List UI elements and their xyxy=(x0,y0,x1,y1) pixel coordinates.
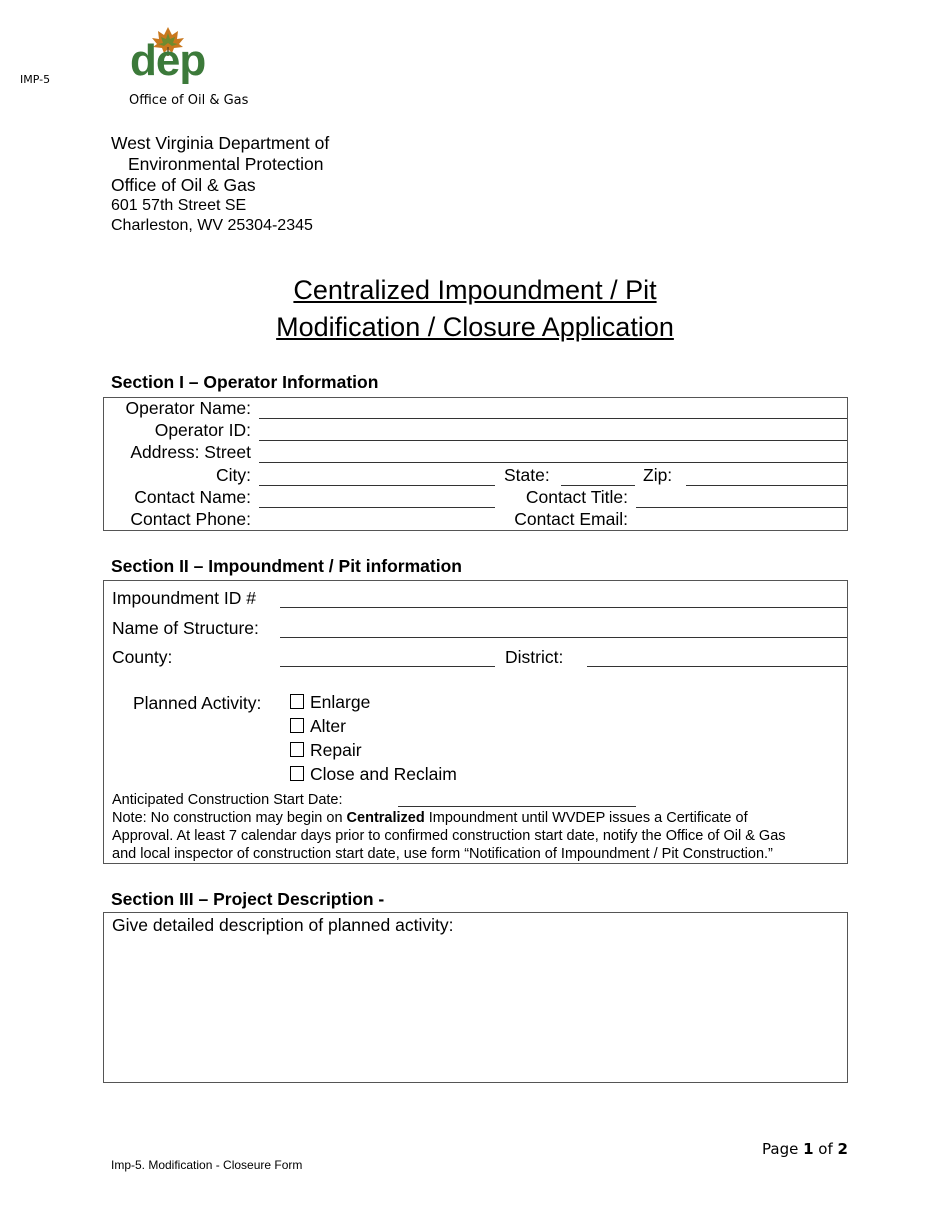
operator-name-field[interactable] xyxy=(259,418,847,419)
structure-name-label: Name of Structure: xyxy=(112,618,259,638)
contact-email-label: Contact Email: xyxy=(514,509,628,529)
address-line: West Virginia Department of xyxy=(111,133,330,153)
checkbox[interactable] xyxy=(290,718,304,733)
district-label: District: xyxy=(505,647,564,667)
title-line: Modification / Closure Application xyxy=(276,312,674,342)
option-label: Repair xyxy=(310,740,362,760)
contact-name-field[interactable] xyxy=(259,507,495,508)
operator-name-label: Operator Name: xyxy=(125,398,251,418)
address-line: 601 57th Street SE xyxy=(111,197,247,214)
operator-id-field[interactable] xyxy=(259,440,847,441)
start-date-label: Anticipated Construction Start Date: xyxy=(112,792,343,808)
activity-option-alter[interactable] xyxy=(290,716,346,737)
operator-id-label: Operator ID: xyxy=(154,420,251,440)
address-street-label: Address: Street xyxy=(130,442,251,462)
page-prefix: Page xyxy=(762,1140,804,1158)
contact-title-label: Contact Title: xyxy=(525,487,628,507)
description-box[interactable] xyxy=(103,912,848,1083)
zip-field[interactable] xyxy=(686,485,847,486)
district-field[interactable] xyxy=(587,666,847,667)
activity-option-close-reclaim[interactable] xyxy=(290,764,457,785)
page-title xyxy=(0,272,950,346)
county-field[interactable] xyxy=(280,666,495,667)
checkbox[interactable] xyxy=(290,742,304,757)
contact-name-label: Contact Name: xyxy=(134,487,251,507)
option-label: Close and Reclaim xyxy=(310,764,457,784)
zip-label: Zip: xyxy=(643,465,673,485)
description-prompt: Give detailed description of planned activity: xyxy=(112,915,454,935)
footer-form-name: Imp-5. Modification - Closeure Form xyxy=(111,1158,303,1172)
agency-address xyxy=(111,133,329,236)
option-label: Enlarge xyxy=(310,692,371,712)
note-text: Impoundment until WVDEP issues a Certificate of xyxy=(424,810,748,826)
logo-caption: Office of Oil & Gas xyxy=(129,93,249,108)
address-line: Environmental Protection xyxy=(128,154,324,174)
contact-title-field[interactable] xyxy=(636,507,847,508)
county-label: County: xyxy=(112,647,173,667)
checkbox[interactable] xyxy=(290,694,304,709)
state-field[interactable] xyxy=(561,485,635,486)
address-line: Charleston, WV 25304-2345 xyxy=(111,217,313,234)
page-of: of xyxy=(813,1140,838,1158)
city-label: City: xyxy=(216,465,251,485)
note-text: and local inspector of construction start date, use form “Notification of Impoundment / Pit Construction.” xyxy=(112,846,773,862)
address-street-field[interactable] xyxy=(259,462,847,463)
section2-heading: Section II – Impoundment / Pit information xyxy=(111,556,462,576)
note-text: Approval. At least 7 calendar days prior to confirmed construction start date, notify the Office of Oil & Gas xyxy=(112,828,786,844)
option-label: Alter xyxy=(310,716,346,736)
city-field[interactable] xyxy=(259,485,495,486)
section1-heading: Section I – Operator Information xyxy=(111,372,379,392)
title-line: Centralized Impoundment / Pit xyxy=(293,275,657,305)
impoundment-id-field[interactable] xyxy=(280,607,847,608)
impoundment-id-label: Impoundment ID # xyxy=(112,588,256,608)
section3-heading: Section III – Project Description - xyxy=(111,889,385,909)
structure-name-field[interactable] xyxy=(280,637,847,638)
start-date-field[interactable] xyxy=(398,806,636,807)
page-total: 2 xyxy=(837,1140,848,1158)
form-id: IMP-5 xyxy=(20,73,51,86)
planned-activity-label: Planned Activity: xyxy=(133,693,262,713)
construction-note xyxy=(112,809,844,863)
page-current: 1 xyxy=(803,1140,814,1158)
activity-option-enlarge[interactable] xyxy=(290,692,370,713)
dep-logo xyxy=(128,25,210,89)
page-number xyxy=(762,1140,848,1158)
checkbox[interactable] xyxy=(290,766,304,781)
logo-wordmark: dep xyxy=(130,36,206,85)
state-label: State: xyxy=(504,465,550,485)
contact-phone-label: Contact Phone: xyxy=(130,509,251,529)
note-text: Note: No construction may begin on xyxy=(112,810,347,826)
activity-option-repair[interactable] xyxy=(290,740,362,761)
note-bold: Centralized xyxy=(346,810,425,826)
address-line: Office of Oil & Gas xyxy=(111,175,256,195)
